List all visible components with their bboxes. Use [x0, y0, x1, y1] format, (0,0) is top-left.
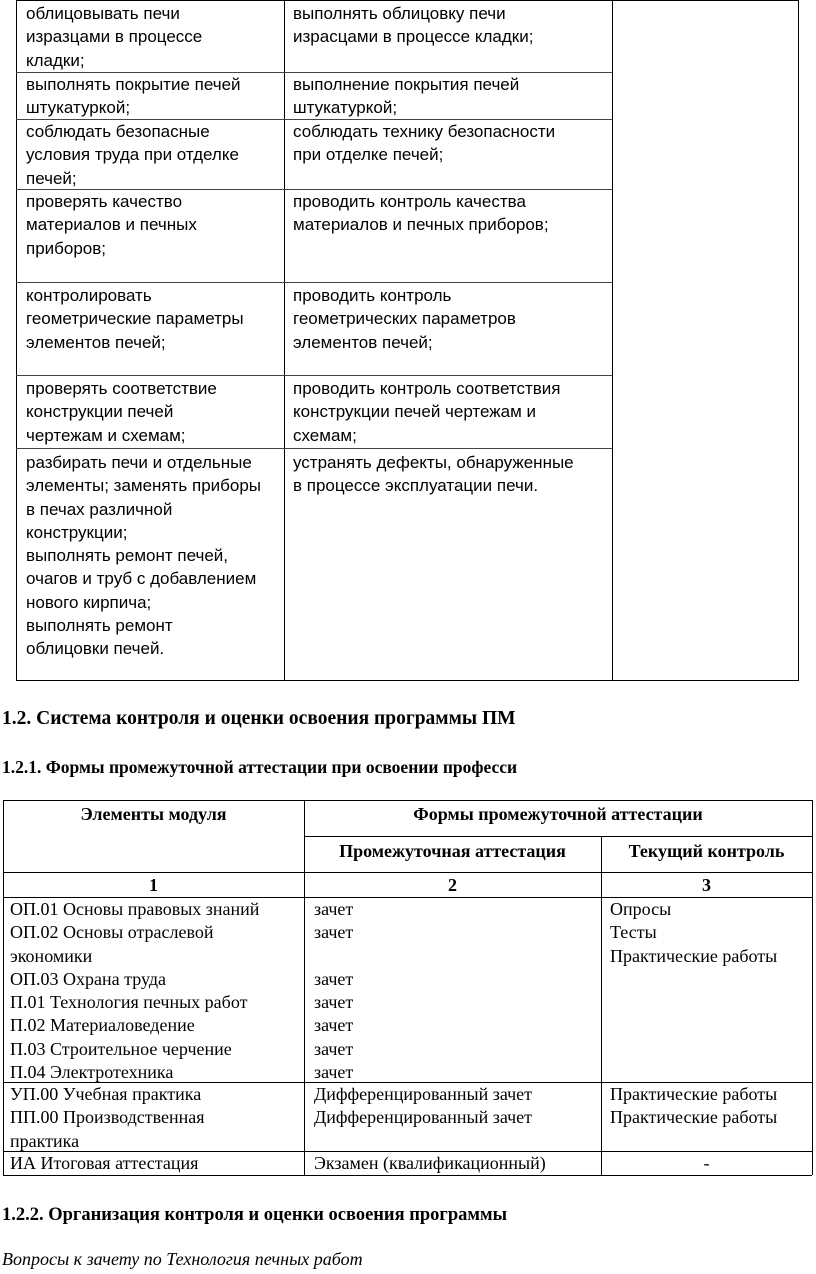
skill-cell: соблюдать безопасные условия труда при отделке печей; [26, 122, 239, 188]
intermediate-forms: Экзамен (квалификационный) [314, 1153, 546, 1173]
row-divider [16, 282, 612, 283]
skill-cell: контролировать геометрические параметры элементов печей; [26, 286, 244, 352]
section-subtitle: 1.2.1. Формы промежуточной аттестации при освоении професси [2, 757, 518, 777]
skill-cell: проверять соответствие конструкции печей чертежам и схемам; [26, 379, 217, 445]
row-divider [16, 375, 612, 376]
column-number: 2 [448, 875, 457, 895]
column-number: 3 [702, 875, 711, 895]
current-control: - [703, 1153, 710, 1173]
module-elements: ИА Итоговая аттестация [10, 1153, 199, 1173]
indicator-cell: соблюдать технику безопасности при отделке печей; [293, 122, 556, 165]
table-border [304, 836, 812, 837]
intermediate-forms: зачет зачет зачет зачет зачет зачет зачет [314, 899, 354, 1083]
module-elements: УП.00 Учебная практика ПП.00 Производственная практика [10, 1084, 205, 1151]
questions-title: Вопросы к зачету по Технология печных работ [2, 1249, 363, 1269]
row-divider [16, 448, 612, 449]
header-current: Текущий контроль [628, 841, 785, 861]
indicator-cell: выполнять облицовку печи израсцами в процессе кладки; [293, 4, 534, 47]
indicator-cell: устранять дефекты, обнаруженные в процессе эксплуатации печи. [293, 453, 574, 496]
section-title: 1.2.2. Организация контроля и оценки освоения программы [2, 1205, 508, 1225]
table-border [612, 0, 613, 681]
indicator-cell: проводить контроль геометрических параметров элементов печей; [293, 286, 516, 352]
header-forms: Формы промежуточной аттестации [413, 804, 703, 824]
indicator-cell: выполнение покрытия печей штукатуркой; [293, 75, 520, 118]
table-border [3, 800, 812, 801]
module-elements: ОП.01 Основы правовых знаний ОП.02 Основы отраслевой экономики ОП.03 Охрана труда П.01 Технология печных работ П.02 Материаловедение П.03 Строительное черчение П.04 Электротехника [10, 899, 260, 1083]
current-control: Практические работы Практические работы [610, 1084, 778, 1128]
header-elements: Элементы модуля [80, 804, 227, 824]
indicator-cell: проводить контроль соответствия конструкции печей чертежам и схемам; [293, 379, 561, 445]
table-border [3, 872, 812, 873]
table-border [3, 800, 4, 1175]
table-border [16, 0, 17, 681]
indicator-cell: проводить контроль качества материалов и печных приборов; [293, 192, 549, 235]
table-border [16, 680, 798, 681]
intermediate-forms: Дифференцированный зачет Дифференцированный зачет [314, 1084, 533, 1128]
section-title: 1.2. Система контроля и оценки освоения программы ПМ [2, 708, 516, 729]
column-number: 1 [149, 875, 158, 895]
table-border [16, 0, 798, 1]
skill-cell: облицовывать печи изразцами в процессе кладки; [26, 4, 203, 70]
table-border [812, 800, 813, 1175]
table-border [798, 0, 799, 681]
skill-cell: разбирать печи и отдельные элементы; заменять приборы в печах различной конструкции; выполнять ремонт печей, очагов и труб с добавлением нового кирпича; выполнять ремонт облицовки печей. [26, 453, 262, 659]
table-border [284, 0, 285, 681]
skill-cell: проверять качество материалов и печных приборов; [26, 192, 197, 258]
skill-cell: выполнять покрытие печей штукатуркой; [26, 75, 241, 118]
current-control: Опросы Тесты Практические работы [610, 899, 778, 966]
header-intermediate: Промежуточная аттестация [339, 841, 566, 861]
